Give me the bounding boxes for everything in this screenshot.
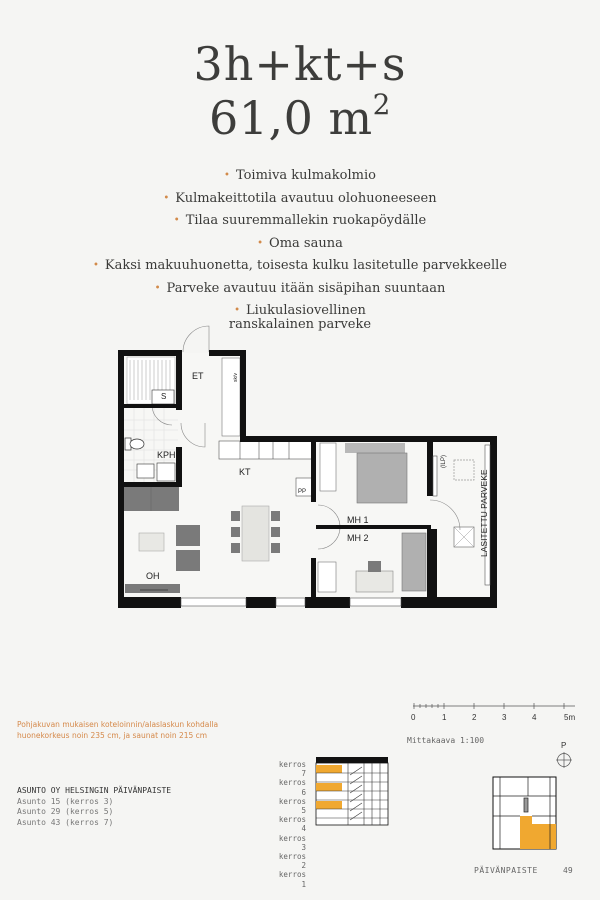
floor-list — [270, 760, 306, 889]
feature-item: • Oma sauna — [257, 235, 343, 251]
association-info — [17, 786, 171, 828]
room-label-kph: KPH — [157, 450, 176, 460]
unit-item: Asunto 29 (kerros 5) — [17, 807, 114, 816]
floor-plan — [118, 322, 498, 614]
bullet-icon: • — [224, 170, 230, 181]
label-ilp: (ILP) — [441, 454, 447, 468]
feature-list — [0, 165, 600, 332]
unit-item: Asunto 15 (kerros 3) — [17, 796, 114, 806]
room-label-kt: KT — [239, 467, 251, 477]
building-elevation-diagram — [314, 755, 394, 827]
scale-bar — [405, 700, 585, 726]
floor-label: kerros 1 — [278, 870, 306, 889]
bullet-icon: • — [92, 260, 99, 271]
bullet-icon: • — [154, 282, 161, 294]
bullet-icon: • — [257, 237, 264, 249]
room-label-sauna: S — [161, 392, 167, 401]
bullet-icon: • — [163, 192, 170, 204]
bullet-icon: • — [173, 215, 180, 226]
room-label-balcony: LASITETTU PARVEKE — [479, 469, 489, 557]
feature-item: • Liukulasiovellinen ranskalainen parveke — [228, 303, 372, 332]
room-label-oh: OH — [146, 571, 160, 581]
footer-project-name: PÄIVÄNPAISTE — [474, 866, 538, 875]
apartment-type-title: 3h+kt+s — [193, 37, 407, 91]
area-value: 61,0 m — [209, 91, 373, 145]
scale-tick: 1 — [442, 713, 447, 722]
room-label-et: ET — [192, 371, 204, 381]
room-label-mh2: MH 2 — [347, 533, 369, 543]
feature-item: • Tilaa suuremmallekin ruokapöydälle — [173, 213, 427, 228]
page-number: 49 — [563, 866, 573, 875]
scale-label: Mittakaava 1:100 — [407, 736, 485, 745]
scale-tick: 0 — [411, 713, 416, 722]
floor-label: kerros 4 — [278, 815, 306, 834]
scale-tick: 5m — [564, 713, 576, 722]
scale-tick: 4 — [532, 713, 537, 722]
feature-item: • Parveke avautuu itään sisäpihan suuntaan — [154, 280, 446, 296]
area-unit-superscript: 2 — [372, 88, 391, 121]
feature-item: • Toimiva kulmakolmio — [224, 168, 376, 183]
floor-label: kerros 6 — [278, 778, 306, 797]
compass-icon — [556, 752, 572, 768]
site-plan-diagram — [492, 776, 558, 852]
floor-label: kerros 2 — [278, 852, 306, 871]
room-label-mh1: MH 1 — [347, 515, 369, 525]
scale-tick: 3 — [502, 713, 507, 722]
ceiling-height-note: Pohjakuvan mukaisen koteloinnin/alaslaskun kohdalla huonekorkeus noin 235 cm, ja saunat noin 215 cm — [17, 720, 219, 740]
scale-tick: 2 — [472, 713, 477, 722]
floor-label: kerros 7 — [278, 760, 306, 779]
compass-label: P — [561, 741, 567, 750]
bullet-icon: • — [234, 305, 240, 316]
association-name: ASUNTO OY HELSINGIN PÄIVÄNPAISTE — [17, 786, 172, 795]
room-label-pp: PP — [298, 489, 307, 495]
floor-label: kerros 3 — [278, 833, 306, 852]
feature-item: • Kulmakeittotila avautuu olohuoneeseen — [163, 190, 437, 206]
unit-item: Asunto 43 (kerros 7) — [17, 817, 114, 827]
apartment-area-title — [0, 88, 600, 145]
floor-label: kerros 5 — [278, 796, 306, 816]
label-skv: sk/v — [233, 373, 239, 382]
feature-item: • Kaksi makuuhuonetta, toisesta kulku lasitetulle parvekkeelle — [92, 258, 508, 273]
